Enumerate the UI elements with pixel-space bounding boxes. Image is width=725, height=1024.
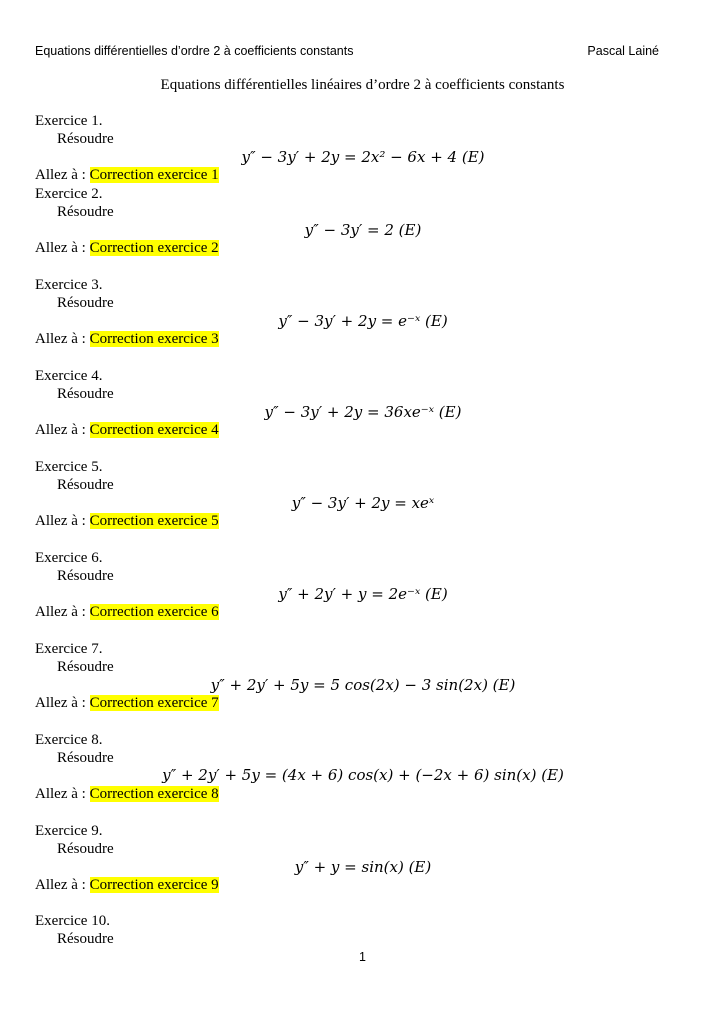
exercise-1 [35,112,695,184]
page-number: 1 [359,950,366,964]
exercise-title: Exercice 5. [35,459,103,475]
exercise-equation: y″ − 3y′ = 2 (E) [304,221,422,239]
exercise-8 [35,731,695,803]
exercise-instruction: Résoudre [57,295,114,311]
goto-row [35,166,695,184]
exercise-instruction: Résoudre [57,841,114,857]
exercise-title: Exercice 2. [35,186,103,202]
exercise-equation: y″ + 2y′ + 5y = 5 cos(2x) − 3 sin(2x) (E) [210,676,516,694]
goto-row [35,603,695,621]
exercise-equation: y″ − 3y′ + 2y = xeˣ [291,494,435,512]
goto-row [35,421,695,439]
exercise-10 [35,912,695,948]
goto-label: Allez à : [35,422,90,438]
exercise-instruction: Résoudre [57,131,114,147]
goto-label: Allez à : [35,167,90,183]
exercise-instruction: Résoudre [57,477,114,493]
exercise-equation: y″ − 3y′ + 2y = 36xe⁻ˣ (E) [264,403,462,421]
exercise-equation: y″ + 2y′ + 5y = (4x + 6) cos(x) + (−2x + 6) sin(x) (E) [162,766,564,784]
exercise-4 [35,367,695,439]
exercise-instruction: Résoudre [57,750,114,766]
exercise-9 [35,822,695,894]
exercise-equation: y″ + 2y′ + y = 2e⁻ˣ (E) [278,585,448,603]
goto-label: Allez à : [35,695,90,711]
exercise-instruction: Résoudre [57,659,114,675]
goto-label: Allez à : [35,331,90,347]
goto-label: Allez à : [35,877,90,893]
exercise-title: Exercice 3. [35,277,103,293]
exercise-5 [35,458,695,530]
exercise-title: Exercice 4. [35,368,103,384]
exercise-title: Exercice 7. [35,641,103,657]
correction-link-7[interactable]: Correction exercice 7 [89,695,219,711]
goto-label: Allez à : [35,604,90,620]
correction-link-4[interactable]: Correction exercice 4 [89,422,219,438]
correction-link-9[interactable]: Correction exercice 9 [89,877,219,893]
goto-row [35,785,695,803]
goto-label: Allez à : [35,513,90,529]
goto-row [35,694,695,712]
exercise-instruction: Résoudre [57,386,114,402]
exercise-instruction: Résoudre [57,204,114,220]
exercise-6 [35,549,695,621]
goto-label: Allez à : [35,240,90,256]
exercise-instruction: Résoudre [57,568,114,584]
exercise-title: Exercice 10. [35,913,110,929]
correction-link-8[interactable]: Correction exercice 8 [89,786,219,802]
exercise-title: Exercice 8. [35,732,103,748]
correction-link-5[interactable]: Correction exercice 5 [89,513,219,529]
correction-link-3[interactable]: Correction exercice 3 [89,331,219,347]
exercise-3 [35,276,695,348]
exercise-equation: y″ + y = sin(x) (E) [294,858,432,876]
goto-row [35,330,695,348]
goto-row [35,512,695,530]
goto-row [35,239,695,257]
goto-label: Allez à : [35,786,90,802]
exercise-2 [35,185,695,257]
running-header-title: Equations différentielles d’ordre 2 à coefficients constants [35,44,354,58]
correction-link-2[interactable]: Correction exercice 2 [89,240,219,256]
correction-link-6[interactable]: Correction exercice 6 [89,604,219,620]
exercise-instruction: Résoudre [57,931,114,947]
exercise-equation: y″ − 3y′ + 2y = e⁻ˣ (E) [278,312,448,330]
document-title: Equations différentielles linéaires d’ordre 2 à coefficients constants [160,77,565,93]
exercise-title: Exercice 1. [35,113,103,129]
correction-link-1[interactable]: Correction exercice 1 [89,167,219,183]
running-header-author: Pascal Lainé [587,44,659,58]
exercise-title: Exercice 6. [35,550,103,566]
exercise-title: Exercice 9. [35,823,103,839]
exercise-7 [35,640,695,712]
goto-row [35,876,695,894]
exercise-equation: y″ − 3y′ + 2y = 2x² − 6x + 4 (E) [241,148,485,166]
